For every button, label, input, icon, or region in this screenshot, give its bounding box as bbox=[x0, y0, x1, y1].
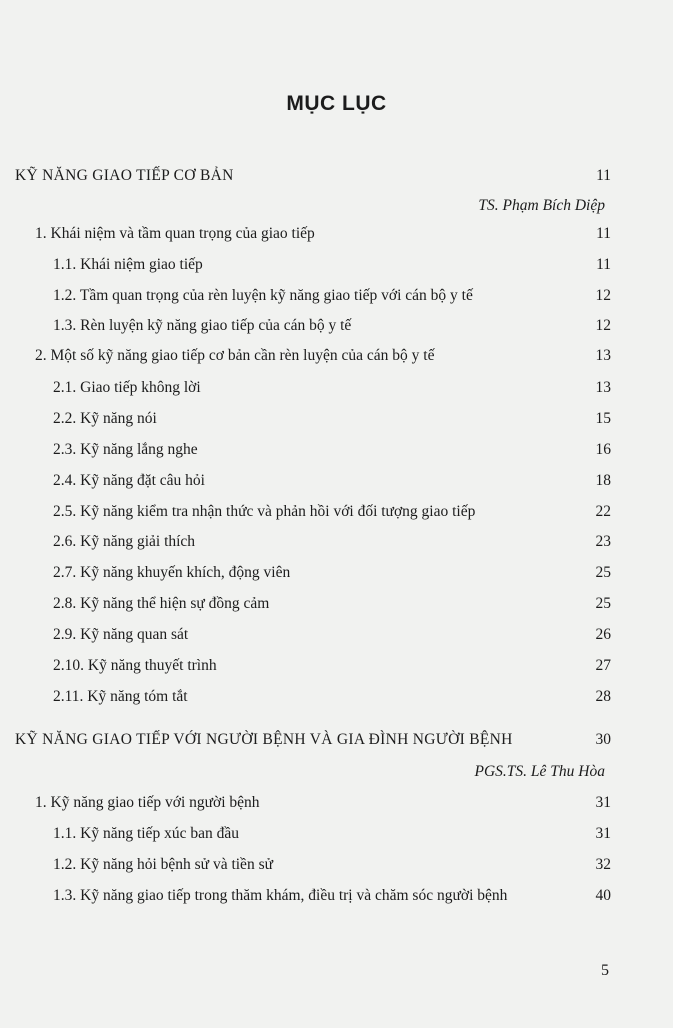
toc-entry[interactable] bbox=[0, 530, 673, 554]
entry-page: 16 bbox=[595, 441, 611, 458]
entry-label: 2.9. Kỹ năng quan sát bbox=[53, 626, 189, 643]
entry-label: 1.1. Kỹ năng tiếp xúc ban đầu bbox=[53, 825, 239, 842]
entry-page: 25 bbox=[595, 595, 611, 612]
entry-label: 2.7. Kỹ năng khuyến khích, động viên bbox=[53, 564, 291, 581]
entry-page: 13 bbox=[595, 347, 611, 364]
entry-page: 32 bbox=[595, 856, 611, 873]
toc-entry[interactable] bbox=[0, 623, 673, 647]
toc-entry[interactable] bbox=[0, 685, 673, 709]
toc-entry[interactable] bbox=[0, 561, 673, 585]
entry-label: 1. Khái niệm và tầm quan trọng của giao tiếp bbox=[35, 225, 315, 242]
chapter-page: 11 bbox=[596, 167, 611, 184]
toc-entry[interactable] bbox=[0, 853, 673, 877]
toc-entry[interactable] bbox=[0, 344, 673, 368]
toc-entry[interactable] bbox=[0, 222, 673, 246]
entry-page: 22 bbox=[595, 503, 611, 520]
chapter-title: KỸ NĂNG GIAO TIẾP VỚI NGƯỜI BỆNH VÀ GIA ĐÌNH NGƯỜI BỆNH bbox=[15, 731, 513, 748]
toc-entry[interactable] bbox=[0, 822, 673, 846]
entry-label: 1. Kỹ năng giao tiếp với người bệnh bbox=[35, 794, 260, 811]
toc-chapter[interactable] bbox=[0, 164, 673, 188]
entry-label: 1.2. Kỹ năng hỏi bệnh sử và tiền sử bbox=[53, 856, 273, 873]
entry-label: 2.3. Kỹ năng lắng nghe bbox=[53, 441, 198, 458]
entry-label: 1.3. Rèn luyện kỹ năng giao tiếp của cán bộ y tế bbox=[53, 317, 352, 334]
entry-label: 2.1. Giao tiếp không lời bbox=[53, 379, 201, 396]
toc-entry[interactable] bbox=[0, 592, 673, 616]
entry-page: 31 bbox=[595, 825, 611, 842]
entry-page: 18 bbox=[595, 472, 611, 489]
page-number: 5 bbox=[601, 962, 609, 979]
toc-entry[interactable] bbox=[0, 791, 673, 815]
toc-entry[interactable] bbox=[0, 500, 673, 524]
page-title: MỤC LỤC bbox=[286, 92, 387, 115]
entry-page: 12 bbox=[595, 317, 611, 334]
chapter-title: KỸ NĂNG GIAO TIẾP CƠ BẢN bbox=[15, 167, 234, 184]
toc-entry[interactable] bbox=[0, 884, 673, 908]
toc-chapter[interactable] bbox=[0, 728, 673, 752]
toc-entry[interactable] bbox=[0, 438, 673, 462]
entry-label: 2.6. Kỹ năng giải thích bbox=[53, 533, 196, 550]
chapter-author: TS. Phạm Bích Diệp bbox=[478, 197, 605, 214]
entry-page: 12 bbox=[595, 287, 611, 304]
entry-page: 28 bbox=[595, 688, 611, 705]
toc-entry[interactable] bbox=[0, 376, 673, 400]
entry-page: 27 bbox=[595, 657, 611, 674]
entry-label: 2.8. Kỹ năng thể hiện sự đồng cảm bbox=[53, 595, 270, 612]
entry-page: 11 bbox=[596, 225, 611, 242]
toc-entry[interactable] bbox=[0, 284, 673, 308]
entry-label: 1.1. Khái niệm giao tiếp bbox=[53, 256, 203, 273]
entry-page: 40 bbox=[595, 887, 611, 904]
entry-label: 1.2. Tầm quan trọng của rèn luyện kỹ năng giao tiếp với cán bộ y tế bbox=[53, 287, 473, 304]
chapter-author: PGS.TS. Lê Thu Hòa bbox=[474, 763, 605, 780]
entry-label: 1.3. Kỹ năng giao tiếp trong thăm khám, điều trị và chăm sóc người bệnh bbox=[53, 887, 508, 904]
entry-label: 2.2. Kỹ năng nói bbox=[53, 410, 157, 427]
toc-entry[interactable] bbox=[0, 314, 673, 338]
toc-entry[interactable] bbox=[0, 469, 673, 493]
toc-entry[interactable] bbox=[0, 253, 673, 277]
toc-entry[interactable] bbox=[0, 407, 673, 431]
entry-label: 2.11. Kỹ năng tóm tắt bbox=[53, 688, 188, 705]
chapter-page: 30 bbox=[595, 731, 611, 748]
entry-label: 2.10. Kỹ năng thuyết trình bbox=[53, 657, 217, 674]
toc-entry[interactable] bbox=[0, 654, 673, 678]
entry-page: 11 bbox=[596, 256, 611, 273]
entry-page: 31 bbox=[595, 794, 611, 811]
entry-page: 15 bbox=[595, 410, 611, 427]
entry-page: 23 bbox=[595, 533, 611, 550]
entry-label: 2. Một số kỹ năng giao tiếp cơ bản cần rèn luyện của cán bộ y tế bbox=[35, 347, 435, 364]
entry-page: 25 bbox=[595, 564, 611, 581]
entry-label: 2.4. Kỹ năng đặt câu hỏi bbox=[53, 472, 205, 489]
entry-label: 2.5. Kỹ năng kiểm tra nhận thức và phản hồi với đối tượng giao tiếp bbox=[53, 503, 476, 520]
entry-page: 26 bbox=[595, 626, 611, 643]
entry-page: 13 bbox=[595, 379, 611, 396]
